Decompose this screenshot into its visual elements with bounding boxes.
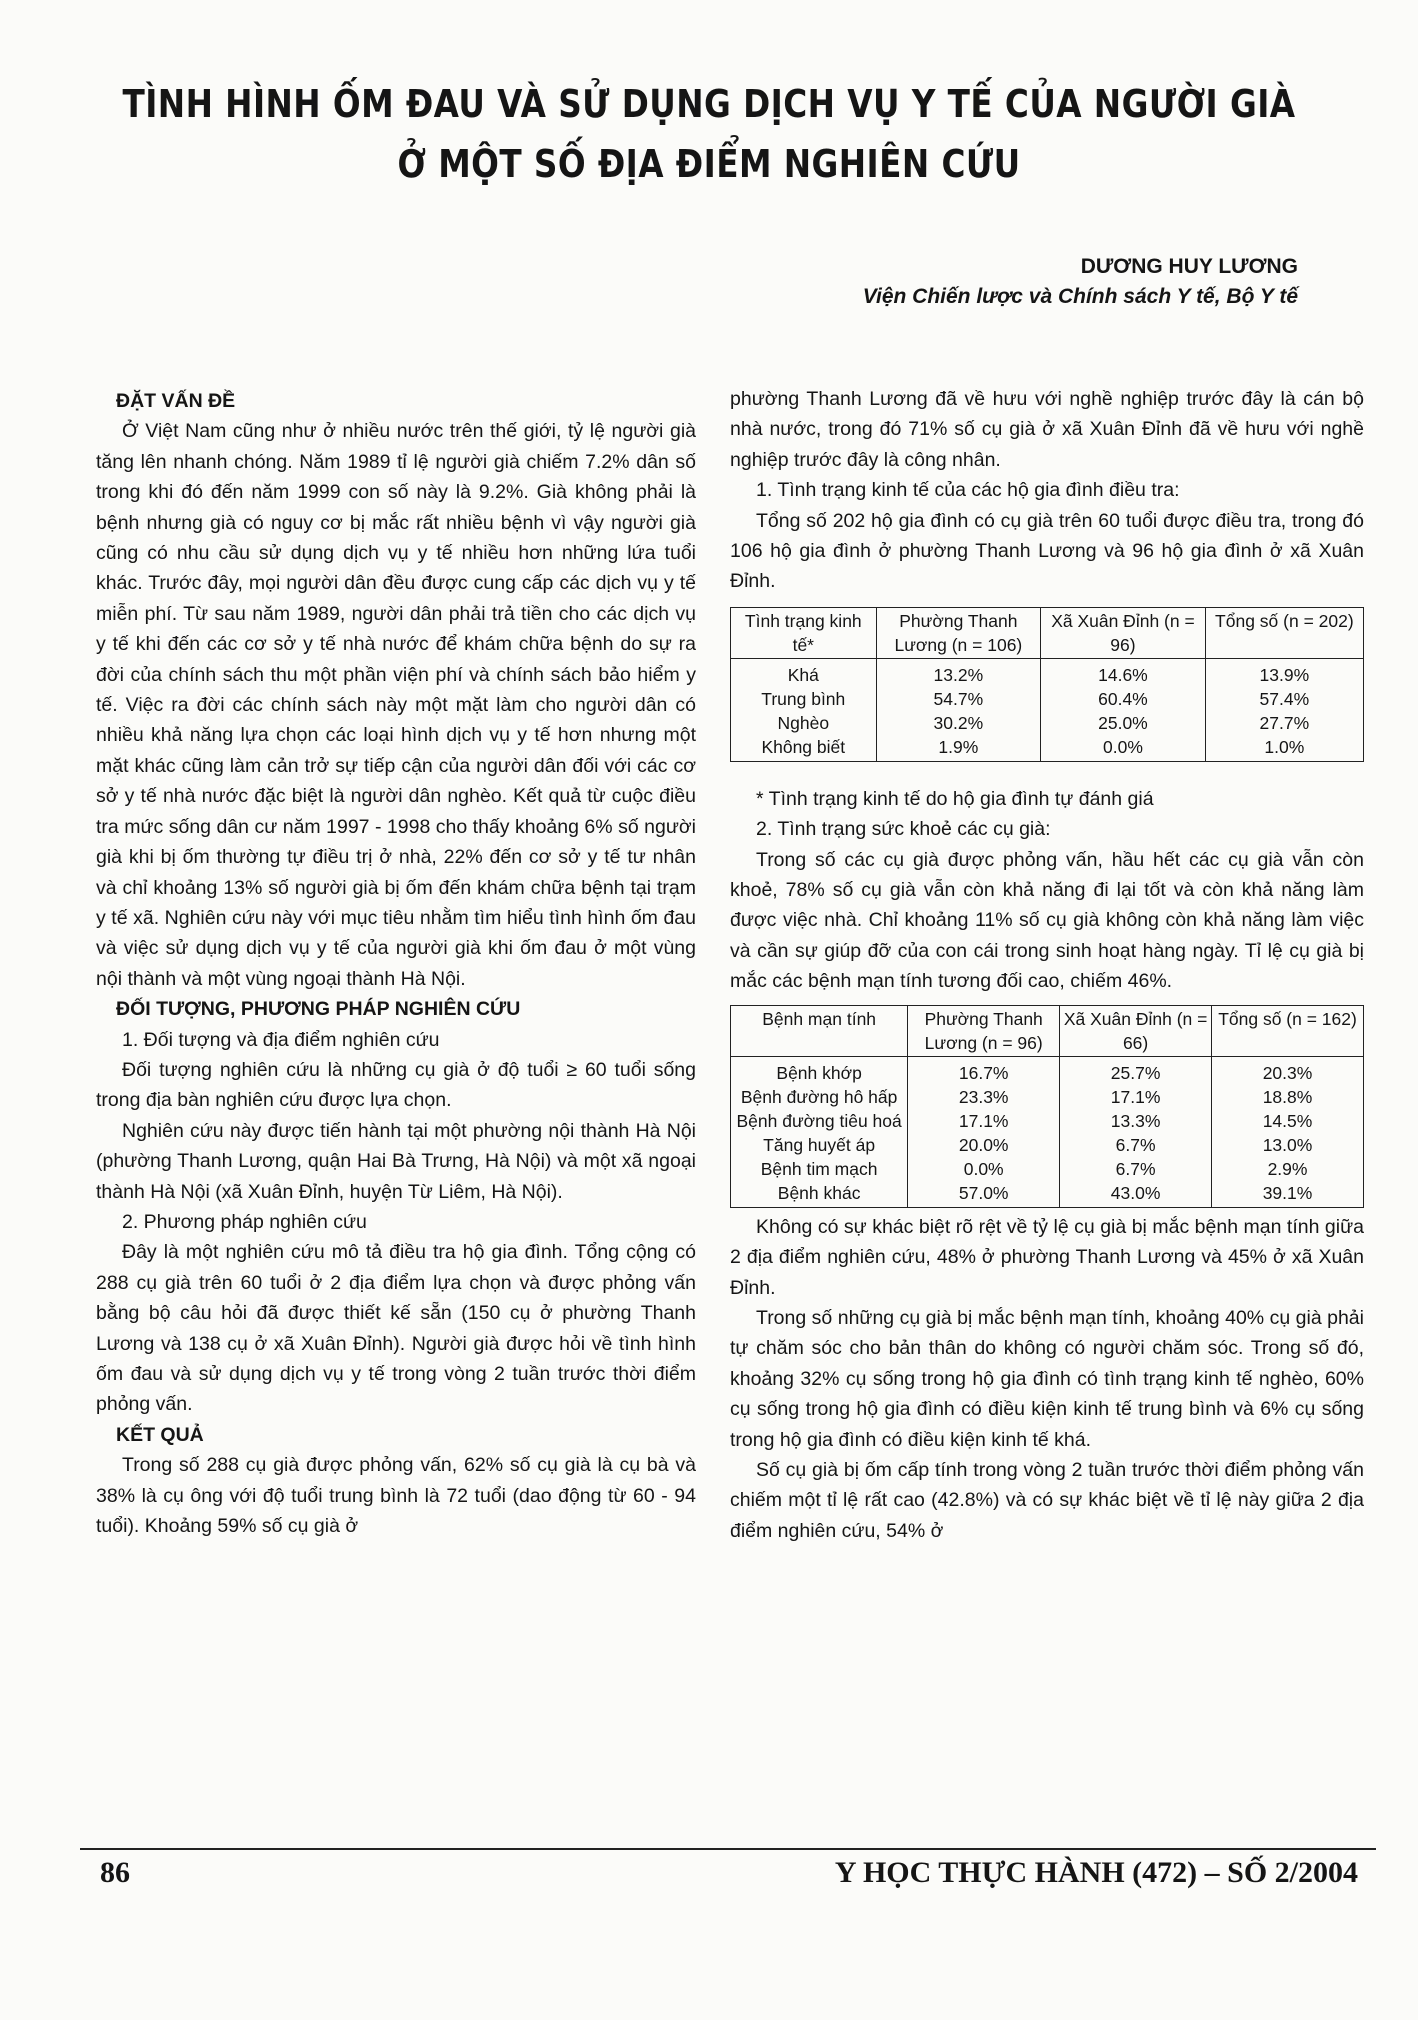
table-header: Xã Xuân Đỉnh (n = 66): [1060, 1005, 1212, 1056]
table-header: Tình trạng kinh tế*: [731, 607, 877, 658]
table-header: Xã Xuân Đỉnh (n = 96): [1041, 607, 1206, 658]
table-header: Bệnh mạn tính: [731, 1005, 908, 1056]
footer-rule: [80, 1848, 1376, 1850]
table-cell: Không biết: [731, 735, 877, 762]
economic-status-table: [730, 607, 1364, 762]
table-cell: 57.0%: [908, 1181, 1060, 1208]
table-cell: 2.9%: [1212, 1157, 1364, 1181]
table-cell: 27.7%: [1205, 711, 1363, 735]
table-cell: 17.1%: [908, 1109, 1060, 1133]
table-row: [731, 1157, 1364, 1181]
paragraph: Không có sự khác biệt rõ rệt về tỷ lệ cụ già bị mắc bệnh mạn tính giữa 2 địa điểm nghiên cứu, 48% ở phường Thanh Lương và 45% ở xã Xuân Đỉnh.: [730, 1215, 1364, 1299]
table-header: Tổng số (n = 162): [1212, 1005, 1364, 1056]
table-cell: 0.0%: [908, 1157, 1060, 1181]
section-heading-introduction: ĐẶT VẤN ĐỀ: [116, 390, 236, 412]
chronic-disease-table: [730, 1005, 1364, 1208]
author-affiliation: Viện Chiến lược và Chính sách Y tế, Bộ Y tế: [862, 285, 1298, 308]
table-cell: 43.0%: [1060, 1181, 1212, 1208]
table-cell: Bệnh tim mạch: [731, 1157, 908, 1181]
subheading: 2. Tình trạng sức khoẻ các cụ già:: [756, 818, 1051, 841]
section-heading-results: KẾT QUẢ: [116, 1423, 204, 1446]
table-cell: 20.0%: [908, 1133, 1060, 1157]
title-line-2: Ở MỘT SỐ ĐỊA ĐIỂM NGHIÊN CỨU: [397, 142, 1021, 186]
table-cell: 1.9%: [876, 735, 1041, 762]
table-row: [731, 735, 1364, 762]
paragraph: Tổng số 202 hộ gia đình có cụ già trên 60 tuổi được điều tra, trong đó 106 hộ gia đình ở phường Thanh Lương và 96 hộ gia đình ở xã Xuân Đỉnh.: [730, 509, 1364, 593]
table-cell: 39.1%: [1212, 1181, 1364, 1208]
table-cell: 17.1%: [1060, 1085, 1212, 1109]
table-row: [731, 1056, 1364, 1085]
table-cell: Bệnh khác: [731, 1181, 908, 1208]
title-line-1: TÌNH HÌNH ỐM ĐAU VÀ SỬ DỤNG DỊCH VỤ Y TẾ CỦA NGƯỜI GIÀ: [122, 82, 1296, 126]
table-row: [731, 1133, 1364, 1157]
table-cell: 13.2%: [876, 658, 1041, 687]
paragraph: Ở Việt Nam cũng như ở nhiều nước trên thế giới, tỷ lệ người già tăng lên nhanh chóng. Năm 1989 tỉ lệ người già chiếm 7.2% dân số trong khi đó đến năm 1999 con số này là 9.2%. Già không phải là bệnh nhưng già có nguy cơ bị mắc rất nhiều bệnh vì vậy người già cũng có nhu cầu sử dụng dịch vụ y tế nhiều hơn những lứa tuổi khác. Trước đây, mọi người dân đều được cung cấp các dịch vụ y tế miễn phí. Từ sau năm 1989, người dân phải trả tiền cho các dịch vụ y tế khi đến các cơ sở y tế nhà nước để khám chữa bệnh do sự ra đời của chính sách thu một phần viện phí và chính sách bảo hiểm y tế. Việc ra đời các chính sách này một mặt làm cho người dân có nhiều khả năng lựa chọn các loại hình dịch vụ y tế hơn nhưng một mặt khác cũng làm cản trở sự tiếp cận của người dân đối với các cơ sở y tế nhà nước đặc biệt là người dân nghèo. Kết quả từ cuộc điều tra mức sống dân cư năm 1997 - 1998 cho thấy khoảng 6% số người già khi bị ốm thường tự điều trị ở nhà, 22% đến cơ sở y tế tư nhân và chỉ khoảng 13% số người già bị ốm đến khám chữa bệnh tại trạm y tế xã. Nghiên cứu này với mục tiêu nhằm tìm hiểu tình hình ốm đau và việc sử dụng dịch vụ y tế của người già khi ốm đau ở một vùng nội thành và một vùng ngoại thành Hà Nội.: [96, 420, 696, 990]
paragraph: Trong số các cụ già được phỏng vấn, hầu hết các cụ già vẫn còn khoẻ, 78% số cụ già vẫn còn khả năng đi lại tốt và còn khả năng làm được việc nhà. Chỉ khoảng 11% số cụ già không còn khả năng làm việc và cần sự giúp đỡ của con cái trong sinh hoạt hàng ngày. Tỉ lệ cụ già bị mắc các bệnh mạn tính tương đối cao, chiếm 46%.: [730, 848, 1364, 993]
table-cell: Bệnh đường hô hấp: [731, 1085, 908, 1109]
table-cell: Trung bình: [731, 687, 877, 711]
paragraph: Số cụ già bị ốm cấp tính trong vòng 2 tuần trước thời điểm phỏng vấn chiếm một tỉ lệ rất cao (42.8%) và có sự khác biệt về tỉ lệ này giữa 2 địa điểm nghiên cứu, 54% ở: [730, 1458, 1364, 1542]
table-header: Phường Thanh Lương (n = 96): [908, 1005, 1060, 1056]
section-heading-methods: ĐỐI TƯỢNG, PHƯƠNG PHÁP NGHIÊN CỨU: [116, 998, 521, 1021]
table-cell: 13.3%: [1060, 1109, 1212, 1133]
table-cell: 1.0%: [1205, 735, 1363, 762]
article-title: [99, 74, 1318, 194]
table-cell: 57.4%: [1205, 687, 1363, 711]
table-cell: Bệnh đường tiêu hoá: [731, 1109, 908, 1133]
subheading: 1. Đối tượng và địa điểm nghiên cứu: [122, 1028, 440, 1051]
paragraph: Đây là một nghiên cứu mô tả điều tra hộ gia đình. Tổng cộng có 288 cụ già trên 60 tuổi ở 2 địa điểm lựa chọn và được phỏng vấn bằng bộ câu hỏi đã được thiết kế sẵn (150 cụ ở phường Thanh Lương và 138 cụ ở xã Xuân Đỉnh). Người già được hỏi về tình hình ốm đau và sử dụng dịch vụ y tế trong vòng 2 tuần trước thời điểm phỏng vấn.: [96, 1241, 696, 1416]
paragraph: Đối tượng nghiên cứu là những cụ già ở độ tuổi ≥ 60 tuổi sống trong địa bàn nghiên cứu được lựa chọn.: [96, 1058, 696, 1112]
paragraph: phường Thanh Lương đã về hưu với nghề nghiệp trước đây là cán bộ nhà nước, trong đó 71% số cụ già ở xã Xuân Đỉnh đã về hưu với nghề nghiệp trước đây là công nhân.: [730, 388, 1364, 471]
table-header: Tổng số (n = 202): [1205, 607, 1363, 658]
table-cell: 14.6%: [1041, 658, 1206, 687]
table-cell: 25.7%: [1060, 1056, 1212, 1085]
table-cell: 13.9%: [1205, 658, 1363, 687]
table-row: [731, 1181, 1364, 1208]
left-column: [96, 386, 696, 1541]
table-cell: 6.7%: [1060, 1157, 1212, 1181]
table-cell: Bệnh khớp: [731, 1056, 908, 1085]
paragraph: Trong số 288 cụ già được phỏng vấn, 62% số cụ già là cụ bà và 38% là cụ ông với độ tuổi trung bình là 72 tuổi (dao động từ 60 - 94 tuổi). Khoảng 59% số cụ già ở: [96, 1454, 696, 1538]
subheading: 2. Phương pháp nghiên cứu: [122, 1210, 367, 1233]
page-number: 86: [100, 1856, 130, 1889]
table-cell: 13.0%: [1212, 1133, 1364, 1157]
table-row: [731, 1085, 1364, 1109]
table-cell: 18.8%: [1212, 1085, 1364, 1109]
table-cell: 16.7%: [908, 1056, 1060, 1085]
paragraph: Trong số những cụ già bị mắc bệnh mạn tính, khoảng 40% cụ già phải tự chăm sóc cho bản thân do không có người chăm sóc. Trong số đó, khoảng 32% cụ sống trong hộ gia đình có tình trạng kinh tế nghèo, 60% cụ sống trong hộ gia đình có điều kiện kinh tế trung bình và 6% cụ sống trong hộ gia đình có điều kiện kinh tế khá.: [730, 1306, 1364, 1451]
table-cell: 20.3%: [1212, 1056, 1364, 1085]
table-row: [731, 711, 1364, 735]
table-header: Phường Thanh Lương (n = 106): [876, 607, 1041, 658]
table-row: [731, 687, 1364, 711]
table-cell: 30.2%: [876, 711, 1041, 735]
journal-name: Y HỌC THỰC HÀNH (472) – SỐ 2/2004: [834, 1856, 1358, 1889]
paragraph: Nghiên cứu này được tiến hành tại một phường nội thành Hà Nội (phường Thanh Lương, quận Hai Bà Trưng, Hà Nội) và một xã ngoại thành Hà Nội (xã Xuân Đỉnh, huyện Từ Liêm, Hà Nội).: [96, 1119, 696, 1203]
table-cell: 60.4%: [1041, 687, 1206, 711]
table-cell: Nghèo: [731, 711, 877, 735]
author-block: [863, 252, 1298, 312]
table-cell: 0.0%: [1041, 735, 1206, 762]
table-row: [731, 658, 1364, 687]
table-cell: 14.5%: [1212, 1109, 1364, 1133]
subheading: 1. Tình trạng kinh tế của các hộ gia đình điều tra:: [756, 479, 1180, 502]
table-row: [731, 1109, 1364, 1133]
author-name: DƯƠNG HUY LƯƠNG: [1080, 255, 1298, 278]
table-cell: Khá: [731, 658, 877, 687]
table-cell: 23.3%: [908, 1085, 1060, 1109]
right-column: [730, 384, 1364, 1546]
table-cell: 25.0%: [1041, 711, 1206, 735]
table-cell: 6.7%: [1060, 1133, 1212, 1157]
table-cell: Tăng huyết áp: [731, 1133, 908, 1157]
table-cell: 54.7%: [876, 687, 1041, 711]
table-footnote: * Tình trạng kinh tế do hộ gia đình tự đánh giá: [756, 787, 1154, 810]
